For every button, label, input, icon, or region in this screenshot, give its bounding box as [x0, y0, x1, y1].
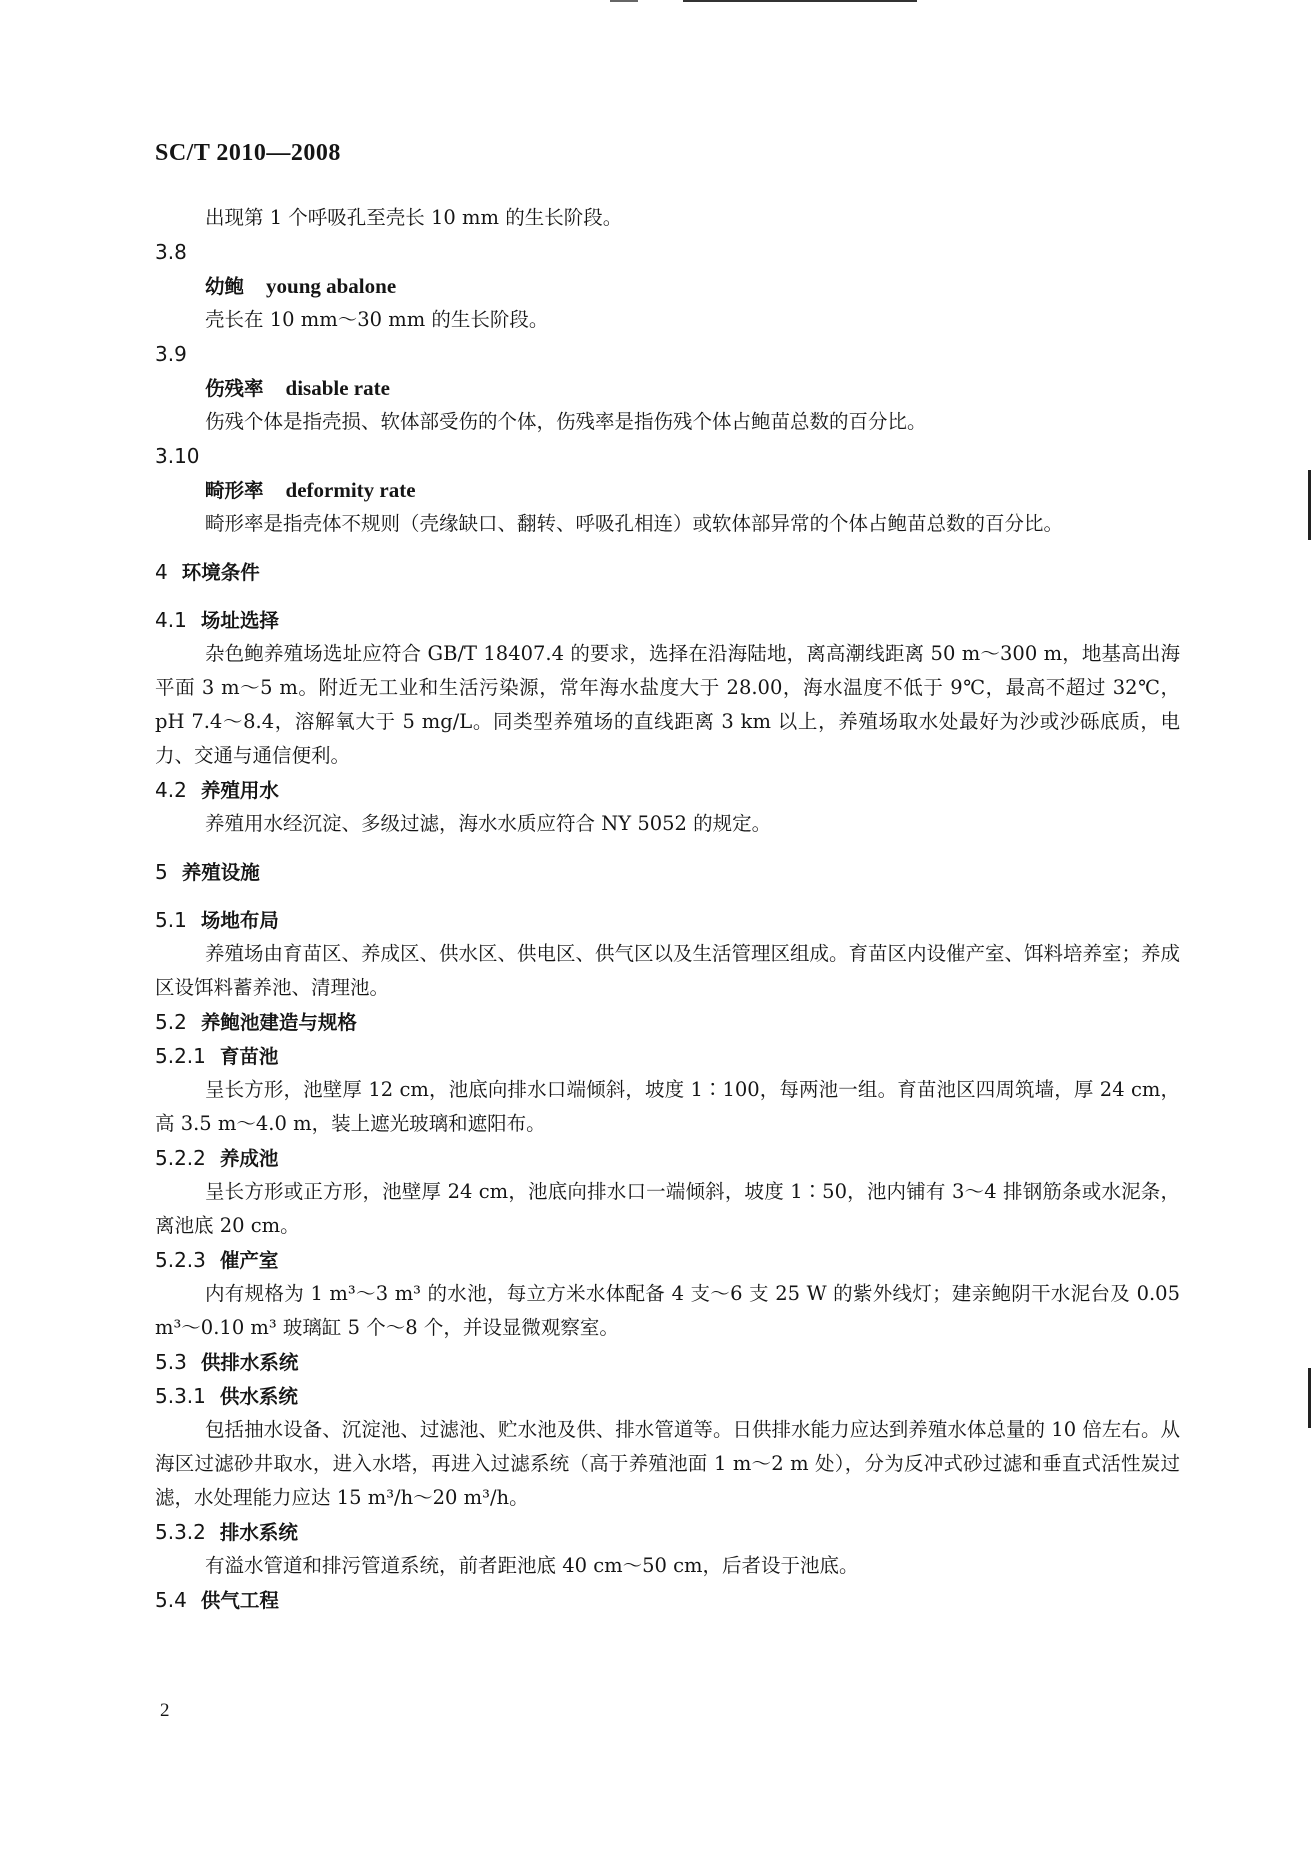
subsubsection-number: 5.2.1 [155, 1044, 206, 1068]
scan-edge-mark [1308, 470, 1311, 540]
paragraph: 内有规格为 1 m³～3 m³ 的水池，每立方米水体配备 4 支～6 支 25 W 的紫外线灯；建亲鲍阴干水泥台及 0.05 m³～0.10 m³ 玻璃缸 5 个～8 个，并设显微观察室。 [155, 1282, 1180, 1339]
paragraph: 呈长方形，池壁厚 12 cm，池底向排水口端倾斜，坡度 1∶100，每两池一组。育苗池区四周筑墙，厚 24 cm，高 3.5 m～4.0 m，装上遮光玻璃和遮阳布。 [155, 1078, 1180, 1135]
section-number: 4 [155, 560, 168, 584]
subsection-heading [155, 1583, 1180, 1617]
standard-code: SC/T 2010—2008 [155, 140, 341, 166]
term-definition: 伤残个体是指壳损、软体部受伤的个体，伤残率是指伤残个体占鲍苗总数的百分比。 [205, 410, 927, 433]
subsection-title: 场址选择 [200, 609, 279, 632]
subsection-number: 4.2 [155, 778, 187, 802]
subsubsection-number: 5.3.2 [155, 1520, 206, 1544]
term-definition: 畸形率是指壳体不规则（壳缘缺口、翻转、呼吸孔相连）或软体部异常的个体占鲍苗总数的百分比。 [205, 512, 1064, 535]
term-number: 3.9 [155, 342, 187, 366]
subsubsection-number: 5.3.1 [155, 1384, 206, 1408]
term-english: young abalone [266, 274, 397, 298]
term-title [155, 269, 1180, 303]
continuation-text: 出现第 1 个呼吸孔至壳长 10 mm 的生长阶段。 [205, 206, 623, 229]
section-title: 环境条件 [181, 561, 260, 584]
document-body [155, 201, 1180, 1617]
paragraph: 包括抽水设备、沉淀池、过滤池、贮水池及供、排水管道等。日供排水能力应达到养殖水体总量的 10 倍左右。从海区过滤砂井取水，进入水塔，再进入过滤系统（高于养殖池面 1 m～2 m 处），分为反冲式砂过滤和垂直式活性炭过滤，水处理能力应达 15 m³/h～20 m³/h。 [155, 1418, 1180, 1509]
paragraph: 呈长方形或正方形，池壁厚 24 cm，池底向排水口一端倾斜，坡度 1∶50，池内铺有 3～4 排钢筋条或水泥条，离池底 20 cm。 [155, 1180, 1180, 1237]
paragraph: 杂色鲍养殖场选址应符合 GB/T 18407.4 的要求，选择在沿海陆地，离高潮线距离 50 m～300 m，地基高出海平面 3 m～5 m。附近无工业和生活污染源，常年海水盐度大于 28.00，海水温度不低于 9℃，最高不超过 32℃，pH 7.4～8.4，溶解氧大于 5 mg/L。同类型养殖场的直线距离 3 km 以上，养殖场取水处最好为沙或沙砾底质，电力、交通与通信便利。 [155, 642, 1180, 767]
subsection-title: 场地布局 [200, 909, 279, 932]
subsection-number: 4.1 [155, 608, 187, 632]
subsubsection-title: 供水系统 [219, 1385, 298, 1408]
term-english: deformity rate [285, 478, 416, 502]
term-number: 3.8 [155, 240, 187, 264]
subsection-title: 养鲍池建造与规格 [200, 1011, 357, 1034]
subsection-number: 5.2 [155, 1010, 187, 1034]
subsection-title: 供气工程 [200, 1589, 279, 1612]
term-chinese: 畸形率 [205, 479, 264, 502]
subsection-heading [155, 1005, 1180, 1039]
term-title [155, 371, 1180, 405]
subsubsection-title: 育苗池 [219, 1045, 279, 1068]
subsubsection-number: 5.2.3 [155, 1248, 206, 1272]
section-number: 5 [155, 860, 168, 884]
subsection-title: 养殖用水 [200, 779, 279, 802]
paragraph: 养殖用水经沉淀、多级过滤，海水水质应符合 NY 5052 的规定。 [205, 812, 772, 835]
subsubsection-heading [155, 1379, 1180, 1413]
subsection-number: 5.1 [155, 908, 187, 932]
subsubsection-title: 养成池 [219, 1147, 279, 1170]
subsection-number: 5.4 [155, 1588, 187, 1612]
term-chinese: 幼鲍 [205, 275, 245, 298]
scan-top-rule [683, 0, 917, 2]
subsubsection-heading [155, 1515, 1180, 1549]
term-chinese: 伤残率 [205, 377, 264, 400]
section-title: 养殖设施 [181, 861, 260, 884]
subsubsection-heading [155, 1141, 1180, 1175]
scan-edge-mark [1308, 1368, 1311, 1428]
term-english: disable rate [285, 376, 390, 400]
section-heading [155, 855, 1180, 889]
subsubsection-title: 排水系统 [219, 1521, 298, 1544]
page-number: 2 [160, 1700, 170, 1721]
subsection-number: 5.3 [155, 1350, 187, 1374]
scan-mark [610, 0, 638, 2]
subsection-title: 供排水系统 [200, 1351, 299, 1374]
section-heading [155, 555, 1180, 589]
paragraph: 养殖场由育苗区、养成区、供水区、供电区、供气区以及生活管理区组成。育苗区内设催产室、饵料培养室；养成区设饵料蓄养池、清理池。 [155, 942, 1181, 999]
subsubsection-heading [155, 1039, 1180, 1073]
term-title [155, 473, 1180, 507]
subsection-heading [155, 1345, 1180, 1379]
subsection-heading [155, 603, 1180, 637]
subsection-heading [155, 773, 1180, 807]
paragraph: 有溢水管道和排污管道系统，前者距池底 40 cm～50 cm，后者设于池底。 [205, 1554, 859, 1577]
term-number: 3.10 [155, 444, 200, 468]
term-definition: 壳长在 10 mm～30 mm 的生长阶段。 [205, 308, 549, 331]
subsubsection-heading [155, 1243, 1180, 1277]
subsection-heading [155, 903, 1180, 937]
subsubsection-title: 催产室 [219, 1249, 279, 1272]
subsubsection-number: 5.2.2 [155, 1146, 206, 1170]
